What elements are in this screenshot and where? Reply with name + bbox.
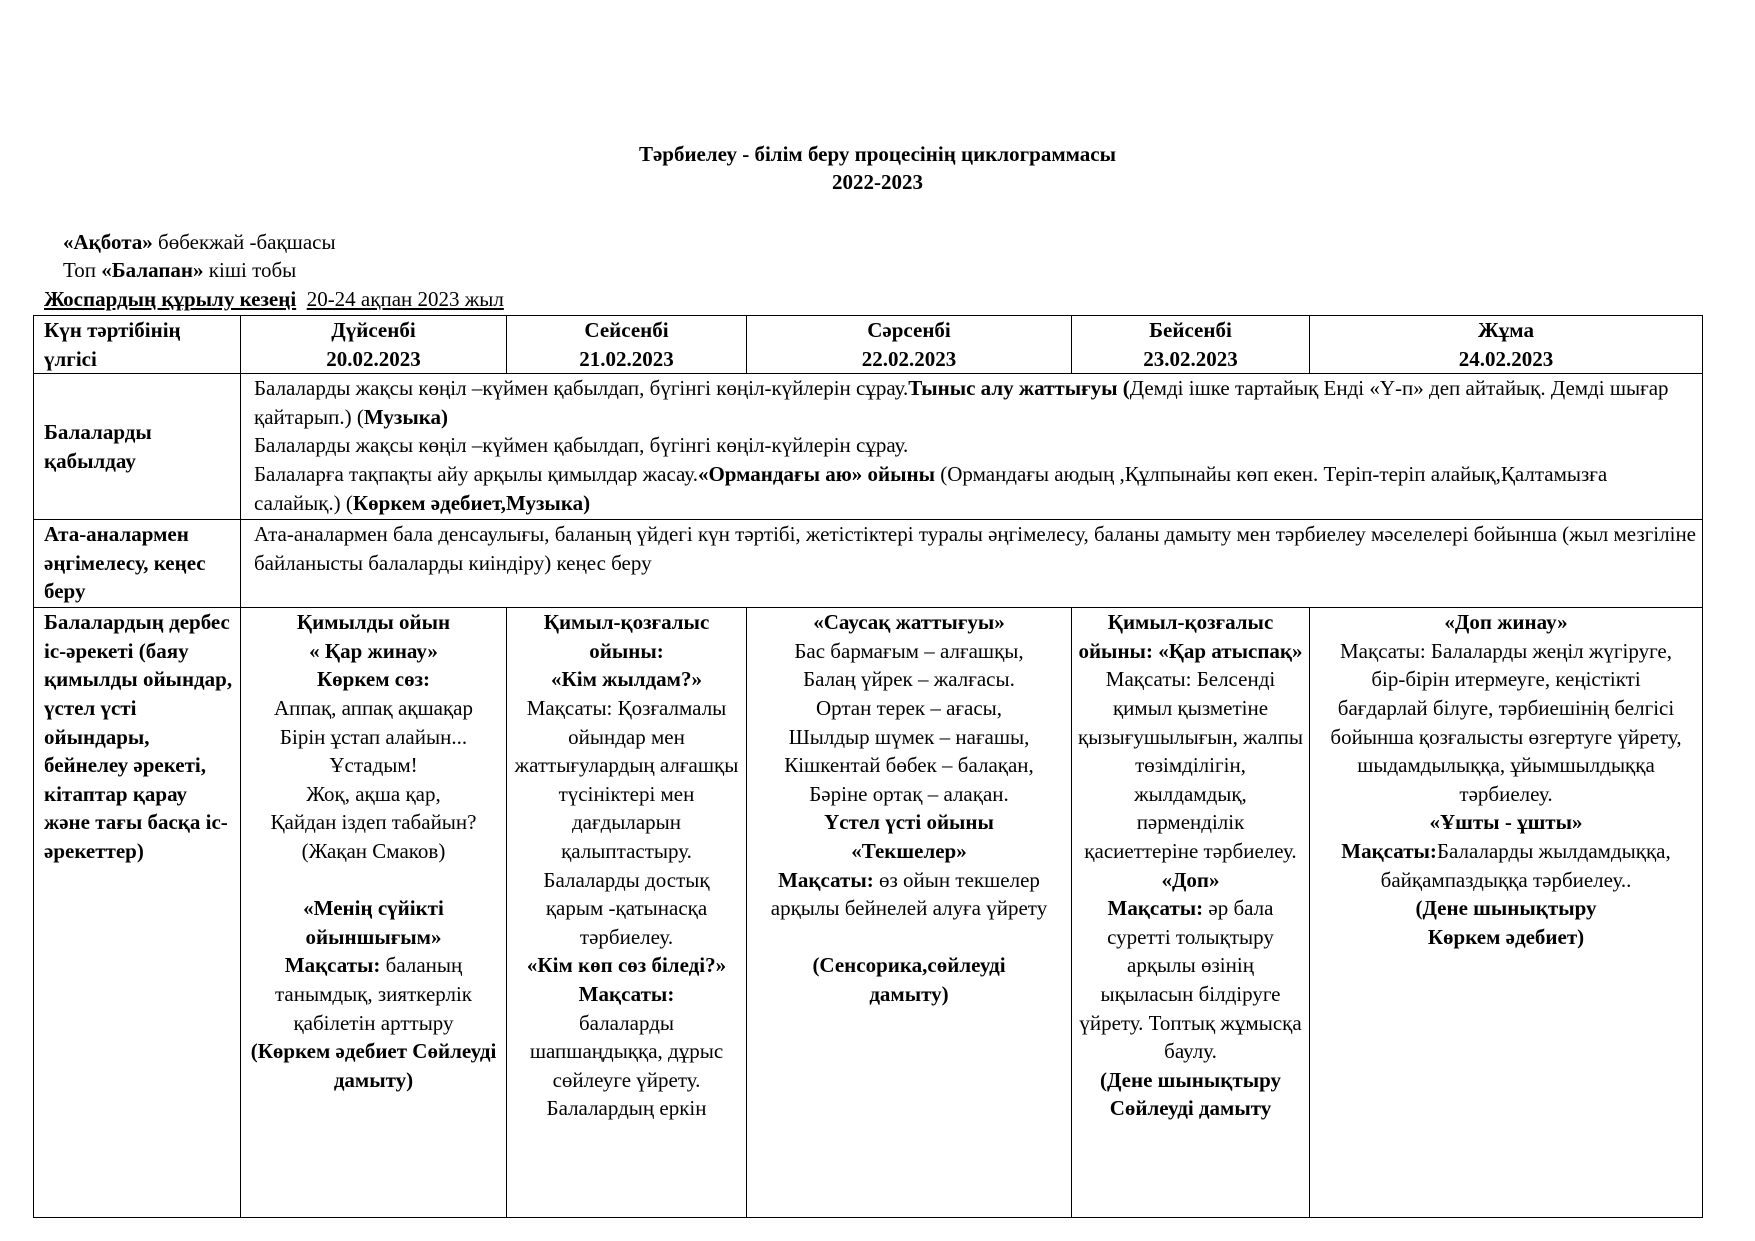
period-label: Жоспардың құрылу кезеңі — [44, 287, 297, 311]
wed-aim — [753, 866, 1065, 923]
document-year: 2022-2023 — [832, 170, 923, 194]
day-name: Сейсенбі — [584, 318, 669, 342]
mon-poem-line: Ұстадым! — [329, 753, 418, 778]
day-date: 22.02.2023 — [861, 346, 957, 371]
activities-mon — [241, 608, 507, 1218]
mon-game-2: «Менің сүйікті ойыншығым» — [303, 896, 444, 949]
wed-title: «Саусақ жаттығуы» — [813, 610, 1005, 635]
aim-text: баланың танымдық, зияткерлік қабілетін арттыру — [275, 953, 472, 1035]
mon-poem-line: Аппақ, аппақ ақшақар — [274, 695, 473, 720]
day-header-tue — [507, 316, 747, 374]
day-header-thu — [1072, 316, 1310, 374]
table-row-parents — [34, 520, 1703, 608]
thu-tags: (Дене шынықтыру Сөйлеуді дамыту — [1099, 1067, 1282, 1121]
wed-tags: (Сенсорика,сөйлеуді дамыту) — [812, 953, 1006, 1006]
tue-game-2: «Кім көп сөз біледі?» — [526, 953, 727, 978]
table-header-row — [34, 316, 1703, 374]
period-value: 20-24 ақпан 2023 жыл — [306, 287, 504, 311]
day-date: 20.02.2023 — [326, 346, 421, 371]
mon-title: Қимылды ойын — [296, 610, 451, 635]
tue-aim-2: балаларды шапшаңдыққа, дұрыс сөйлеуге үйрету. Балалардың еркін — [529, 1010, 724, 1121]
aim-label: Мақсаты: — [284, 953, 381, 978]
fri-tags: (Дене шынықтыру Көркем әдебиет) — [1415, 896, 1597, 949]
fri-title: «Доп жинау» — [1444, 610, 1568, 635]
day-date: 21.02.2023 — [579, 346, 674, 371]
day-name: Жұма — [1478, 318, 1534, 342]
reception-para-3 — [254, 460, 1696, 517]
wed-rhyme-line: Бәріне ортақ – алақан. — [809, 781, 1009, 806]
day-header-mon — [241, 316, 507, 374]
day-name: Дүйсенбі — [331, 318, 416, 342]
aim-text: өз ойын текшелер арқылы бейнелей алуға үйрету — [770, 867, 1048, 921]
group-rest: кіші тобы — [203, 258, 297, 282]
spacer — [247, 866, 500, 895]
mon-poem-line: Бірін ұстап алайын... — [279, 724, 468, 749]
tue-aim: Мақсаты: Қозғалмалы ойындар мен жаттығулардың алғашқы түсініктері мен дағдыларын қалыптастыру. Балаларды достық қарым -қатынасқа тәрбиелеу. — [514, 695, 739, 949]
tue-title: Қимыл-қозғалыс ойыны: — [543, 610, 710, 663]
breathing-text: Демді ішке тартайық Енді «Ү-п» деп айтайық. Демді шығар қайтарып.) ( — [254, 376, 1669, 429]
wed-table-game: Үстел үсті ойыны — [824, 810, 994, 835]
fri-game-2: «Ұшты - ұшты» — [1429, 810, 1583, 835]
corner-cell: Күн тәртібінің үлгісі — [34, 316, 241, 374]
aim-text: әр бала суретті толықтыру арқылы өзінің ықыласын білдіруге үйрету. Топтық жұмысқа баулу. — [1079, 896, 1302, 1064]
mon-tags: (Көркем әдебиет Сөйлеуді дамыту) — [250, 1039, 497, 1092]
group-line — [63, 258, 296, 283]
wed-rhyme-line: Бас бармағым – алғашқы, — [794, 638, 1024, 663]
reception-para-1 — [254, 374, 1696, 431]
day-name: Бейсенбі — [1149, 318, 1232, 342]
day-date: 24.02.2023 — [1458, 346, 1554, 371]
group-name: «Балапан» — [101, 258, 204, 282]
table-row-activities — [34, 608, 1703, 1218]
mon-game: « Қар жинау» — [309, 638, 438, 663]
activities-thu — [1072, 608, 1310, 1218]
rhyme-text: Балаларға тақпақты айу арқылы қимылдар жасау. — [254, 461, 698, 486]
game-tags: Көркем әдебиет,Музыка) — [352, 490, 591, 515]
table-row-reception — [34, 374, 1703, 520]
music-tag: Музыка) — [363, 404, 449, 429]
kindergarten-line — [63, 230, 336, 255]
reception-text: Балаларды жақсы көңіл –күймен қабылдап, бүгінгі көңіл-күйлерін сұрау. — [254, 376, 909, 401]
spacer — [753, 923, 1065, 952]
reception-content — [241, 374, 1703, 520]
mon-poem-line: Қайдан іздеп табайын? — [270, 810, 477, 835]
reception-label: Балаларды қабылдау — [34, 374, 241, 520]
fri-aim: Мақсаты: Балаларды жеңіл жүгіруге, бір-бірін итермеуге, кеңістікті бағдарлай білуге, тәрбиешінің белгісі бойынша қозғалысты өзгертуге үйрету, шыдамдылыққа, ұйымшылдыққа тәрбиелеу. — [1330, 638, 1682, 806]
mon-aim — [247, 951, 500, 1037]
game-text: (Ормандағы аюдың ,Құлпынайы көп екен. Теріп-теріп алайық,Қалтамызға салайық.) ( — [254, 461, 1608, 515]
aim-text: Балаларды жылдамдыққа, байқампаздыққа тәрбиелеу.. — [1380, 838, 1671, 892]
activities-label: Балалардың дербес іс-әрекеті (баяу қимылды ойындар, үстел үсті ойындары, бейнелеу әрекеті, кітаптар қарау және тағы басқа іс-әрекеттер) — [34, 608, 241, 1218]
aim-label: Мақсаты: — [578, 981, 675, 1006]
wed-rhyme-line: Балаң үйрек – жалғасы. — [803, 667, 1015, 692]
tue-game: «Кім жылдам?» — [551, 667, 702, 692]
schedule-table — [33, 315, 1703, 1218]
thu-aim: Мақсаты: Белсенді қимыл қызметіне қызығушылығын, жалпы төзімділігін, жылдамдық, пәрменділік қасиеттеріне тәрбиелеу. — [1078, 667, 1304, 863]
day-name: Сәрсенбі — [867, 318, 951, 342]
activities-wed — [747, 608, 1072, 1218]
fri-aim-2 — [1316, 837, 1696, 894]
period-line — [44, 287, 504, 312]
day-header-fri — [1310, 316, 1703, 374]
mon-poem-author: (Жақан Смаков) — [301, 838, 446, 863]
aim-label: Мақсаты: — [1107, 896, 1204, 921]
parents-content: Ата-аналармен бала денсаулығы, баланың үйдегі күн тәртібі, жетістіктері туралы әңгімелесу, баланы дамыту мен тәрбиелеу мәселелері бойынша (жыл мезгіліне байланысты балаларды киіндіру) кеңес беру — [241, 520, 1703, 608]
game-title: «Ормандағы аю» ойыны — [697, 461, 936, 486]
thu-game-2: «Доп» — [1161, 867, 1220, 892]
wed-rhyme-line: Ортан терек – ағасы, — [815, 695, 1003, 720]
aim-label: Мақсаты: — [778, 867, 874, 892]
parents-label: Ата-аналармен әңгімелесу, кеңес беру — [34, 520, 241, 608]
aim-label: Мақсаты: — [1341, 838, 1437, 863]
thu-aim-2 — [1078, 894, 1303, 1066]
wed-rhyme-line: Шылдыр шүмек – нағашы, — [788, 724, 1030, 749]
kindergarten-name: «Ақбота» — [63, 230, 153, 254]
mon-poem-line: Жоқ, ақша қар, — [306, 781, 441, 806]
day-header-wed — [747, 316, 1072, 374]
thu-title: Қимыл-қозғалыс ойыны: «Қар атыспақ» — [1078, 610, 1303, 663]
breathing-title: Тыныс алу жаттығуы ( — [908, 376, 1130, 401]
wed-game: «Текшелер» — [851, 838, 967, 863]
day-date: 23.02.2023 — [1143, 346, 1238, 371]
mon-poem-title: Көркем сөз: — [316, 667, 431, 692]
activities-tue — [507, 608, 747, 1218]
kindergarten-rest: бөбекжай -бақшасы — [152, 230, 336, 254]
group-prefix: Топ — [63, 258, 102, 282]
activities-fri — [1310, 608, 1703, 1218]
wed-rhyme-line: Кішкентай бөбек – балақан, — [784, 753, 1034, 778]
reception-para-2: Балаларды жақсы көңіл –күймен қабылдап, бүгінгі көңіл-күйлерін сұрау. — [254, 433, 909, 458]
document-title: Тәрбиелеу - білім беру процесінің циклограммасы — [638, 142, 1117, 166]
